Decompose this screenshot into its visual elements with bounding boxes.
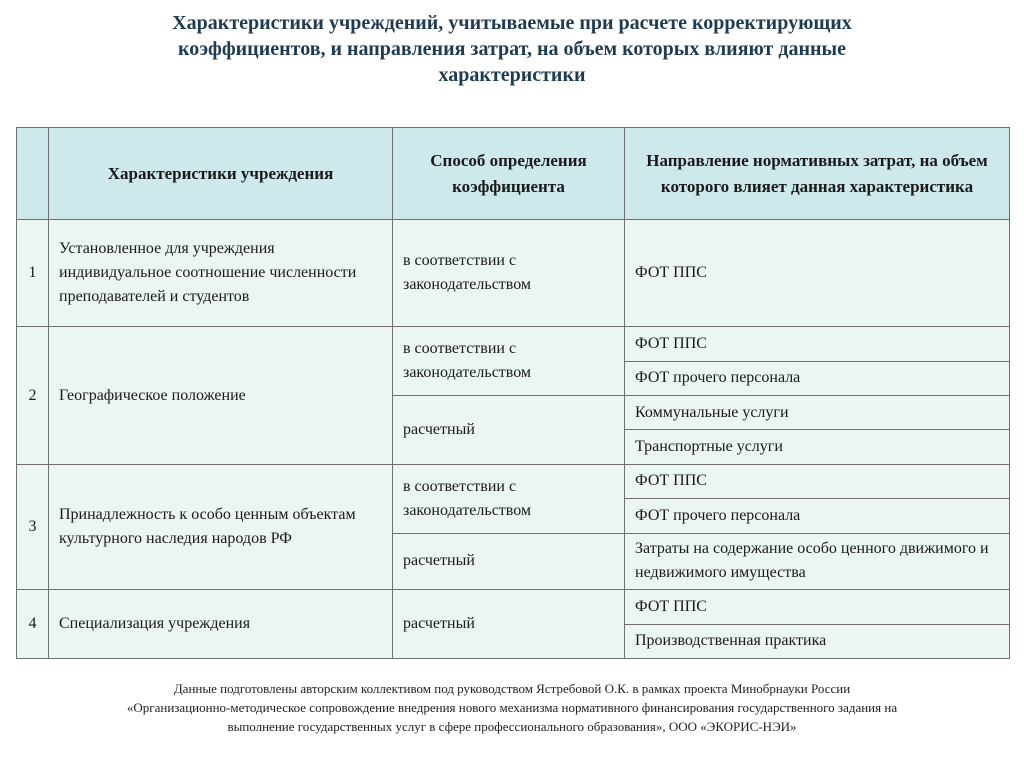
page-title — [50, 10, 974, 88]
header-number — [17, 128, 49, 220]
characteristic-cell: Специализация учреждения — [49, 590, 393, 659]
row-number: 4 — [17, 590, 49, 659]
cost-cell: ФОТ ППС — [625, 464, 1010, 498]
method-cell: в соответствии с законодательством — [393, 464, 625, 533]
header-characteristic: Характеристики учреждения — [49, 128, 393, 220]
table-row — [17, 220, 1010, 327]
cost-cell: ФОТ ППС — [625, 327, 1010, 361]
source-note-line-3: выполнение государственных услуг в сфере профессионального образования», ООО «ЭКОРИС-НЭИ» — [227, 719, 797, 734]
table-row — [17, 464, 1010, 498]
table-header-row — [17, 128, 1010, 220]
cost-cell: Транспортные услуги — [625, 430, 1010, 464]
cost-cell: Производственная практика — [625, 624, 1010, 658]
table-row — [17, 590, 1010, 624]
method-cell: расчетный — [393, 533, 625, 590]
method-cell: расчетный — [393, 396, 625, 465]
cost-cell: Коммунальные услуги — [625, 396, 1010, 430]
cost-cell: ФОТ прочего персонала — [625, 499, 1010, 533]
characteristic-cell: Принадлежность к особо ценным объектам культурного наследия народов РФ — [49, 464, 393, 589]
source-note-line-2: «Организационно-методическое сопровождение внедрения нового механизма нормативного финансирования государственного задания на — [126, 700, 898, 715]
method-cell: расчетный — [393, 590, 625, 659]
row-number: 2 — [17, 327, 49, 465]
characteristic-cell: Географическое положение — [49, 327, 393, 465]
title-line-1: Характеристики учреждений, учитываемые при расчете корректирующих — [172, 12, 852, 34]
source-note — [40, 679, 984, 736]
cost-cell: ФОТ ППС — [625, 220, 1010, 327]
cost-cell: ФОТ ППС — [625, 590, 1010, 624]
title-line-3: характеристики — [438, 64, 586, 86]
characteristic-cell: Установленное для учреждения индивидуальное соотношение численности преподавателей и студентов — [49, 220, 393, 327]
header-method: Способ определения коэффициента — [393, 128, 625, 220]
method-cell: в соответствии с законодательством — [393, 327, 625, 396]
title-line-2: коэффициентов, и направления затрат, на объем которых влияют данные — [177, 38, 847, 60]
row-number: 3 — [17, 464, 49, 589]
cost-cell: Затраты на содержание особо ценного движимого и недвижимого имущества — [625, 533, 1010, 590]
source-note-line-1: Данные подготовлены авторским коллективом под руководством Ястребовой О.К. в рамках проекта Минобрнауки России — [173, 681, 851, 696]
cost-cell: ФОТ прочего персонала — [625, 361, 1010, 395]
header-cost-direction: Направление нормативных затрат, на объем которого влияет данная характеристика — [625, 128, 1010, 220]
method-cell: в соответствии с законодательством — [393, 220, 625, 327]
table-row — [17, 327, 1010, 361]
row-number: 1 — [17, 220, 49, 327]
characteristics-table — [16, 127, 1010, 659]
